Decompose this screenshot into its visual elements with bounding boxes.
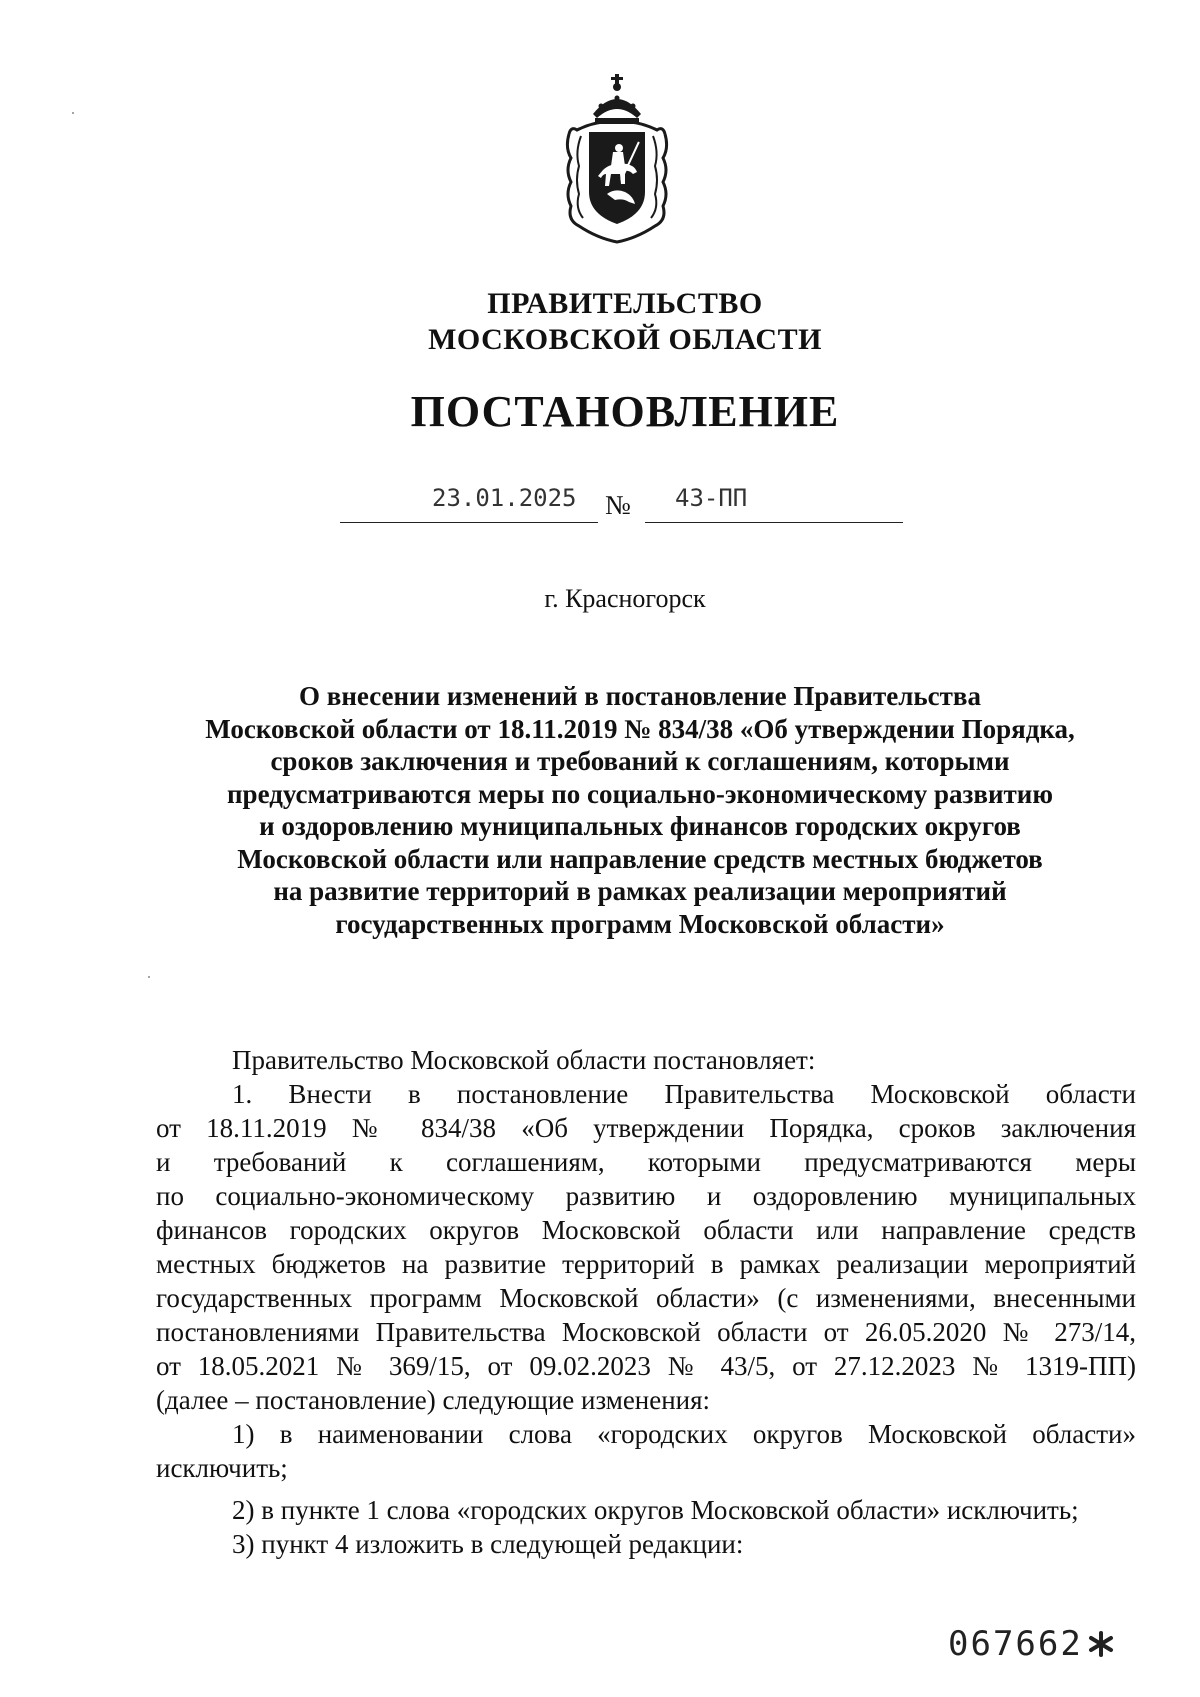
city-name: г. Красногорск bbox=[544, 584, 706, 613]
asterisk-mark-icon bbox=[1087, 1630, 1115, 1658]
body-line: Правительство Московской области постановляет: bbox=[232, 1045, 816, 1075]
body-line: 2) в пункте 1 слова «городских округов Московской области» исключить; bbox=[232, 1495, 1079, 1525]
number-field bbox=[645, 478, 903, 523]
document-number: 43-ПП bbox=[675, 484, 748, 512]
organization-name-line-1: ПРАВИТЕЛЬСТВО bbox=[487, 287, 763, 320]
body-line: 1) в наименовании слова «городских округов Московской области» bbox=[232, 1419, 1136, 1449]
title-line: Московской области или направление средств местных бюджетов bbox=[237, 843, 1043, 874]
body-line: исключить; bbox=[156, 1453, 288, 1483]
serial-number bbox=[948, 1624, 1115, 1664]
title-line: государственных программ Московской области» bbox=[335, 908, 945, 939]
number-sign: № bbox=[605, 490, 631, 520]
title-line: предусматриваются меры по социально-экономическому развитию bbox=[227, 778, 1053, 809]
scan-speck bbox=[148, 976, 150, 978]
title-line: сроков заключения и требований к соглашениям, которыми bbox=[270, 746, 1010, 776]
date-field bbox=[340, 478, 598, 523]
document-date: 23.01.2025 bbox=[432, 484, 577, 512]
title-line: Московской области от 18.11.2019 № 834/38 «Об утверждении Порядка, bbox=[205, 713, 1075, 744]
title-line: и оздоровлению муниципальных финансов городских округов bbox=[259, 811, 1021, 841]
document-body bbox=[156, 1043, 1136, 1561]
serial-number-text: 067662 bbox=[948, 1624, 1083, 1664]
body-line: (далее – постановление) следующие изменения: bbox=[156, 1385, 711, 1415]
body-line: 1. Внести в постановление Правительства Московской области bbox=[232, 1079, 1136, 1109]
body-line: местных бюджетов на развитие территорий в рамках реализации мероприятий bbox=[156, 1249, 1136, 1279]
title-line: О внесении изменений в постановление Правительства bbox=[299, 681, 981, 711]
scan-speck bbox=[72, 112, 74, 114]
body-line: постановлениями Правительства Московской области от 26.05.2020 № 273/14, bbox=[156, 1317, 1136, 1347]
body-line: от 18.11.2019 № 834/38 «Об утверждении Порядка, сроков заключения bbox=[156, 1113, 1136, 1143]
document-type-heading: ПОСТАНОВЛЕНИЕ bbox=[410, 387, 840, 436]
body-line: по социально-экономическому развитию и оздоровлению муниципальных bbox=[156, 1181, 1136, 1211]
body-line: от 18.05.2021 № 369/15, от 09.02.2023 № 43/5, от 27.12.2023 № 1319-ПП) bbox=[156, 1351, 1136, 1381]
body-line: и требований к соглашениям, которыми предусматриваются меры bbox=[156, 1147, 1136, 1177]
body-line: финансов городских округов Московской области или направление средств bbox=[156, 1215, 1136, 1245]
coat-of-arms-icon bbox=[563, 74, 671, 244]
body-line: государственных программ Московской области» (с изменениями, внесенными bbox=[156, 1283, 1136, 1313]
organization-name-line-2: МОСКОВСКОЙ ОБЛАСТИ bbox=[428, 323, 822, 356]
document-title bbox=[160, 680, 1120, 940]
body-line: 3) пункт 4 изложить в следующей редакции: bbox=[232, 1529, 744, 1559]
title-line: на развитие территорий в рамках реализации мероприятий bbox=[273, 876, 1007, 906]
